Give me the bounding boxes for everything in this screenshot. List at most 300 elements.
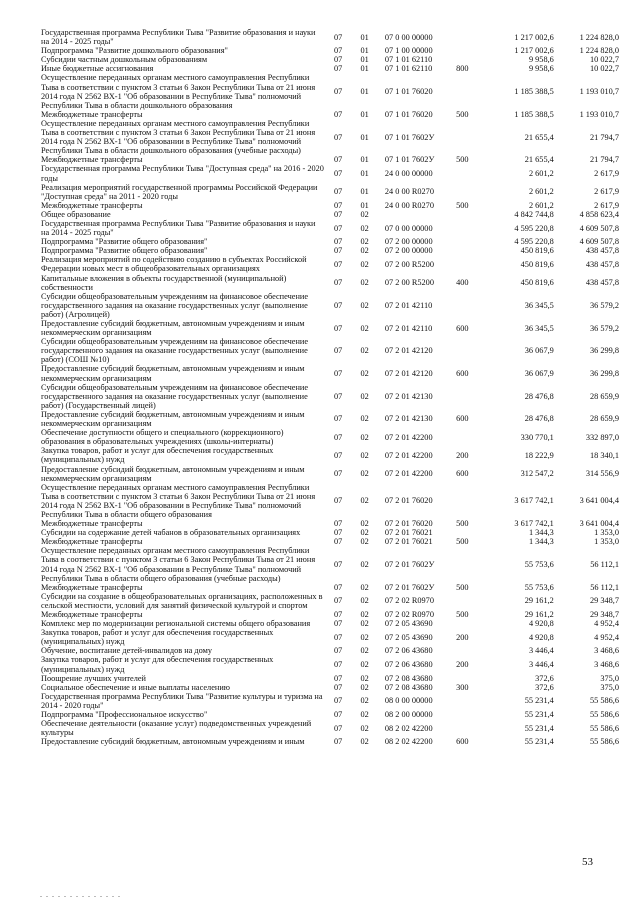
row-target-code: 07 2 01 76020 (384, 496, 433, 506)
row-subsection: 01 (360, 155, 369, 165)
row-subsection: 02 (360, 682, 369, 692)
row-amount-year1: 28 476,8 (524, 391, 554, 401)
row-name: Межбюджетные трансферты (41, 519, 143, 529)
row-section: 07 (333, 155, 343, 165)
row-target-code: 07 2 05 43690 (384, 632, 433, 642)
row-target-code: 07 1 01 76020 (384, 87, 433, 97)
row-amount-year2: 28 659,9 (589, 391, 619, 401)
row-amount-year2: 2 617,9 (594, 187, 619, 197)
row-amount-year1: 55 231,4 (524, 710, 554, 720)
row-section: 07 (333, 528, 343, 538)
budget-row (41, 628, 619, 646)
row-target-code: 07 2 01 76021 (384, 528, 433, 538)
row-name: Субсидии общеобразовательным учреждениям на финансовое обеспечение государственного задания на оказание государственных услуг (выполнение работ) (СОШ №10) (41, 337, 309, 365)
row-name: Межбюджетные трансферты (41, 610, 143, 619)
budget-row (41, 528, 619, 537)
row-name: Межбюджетные трансферты (41, 155, 143, 165)
row-expense-type (452, 674, 487, 683)
row-subsection: 02 (360, 450, 369, 460)
row-section: 07 (333, 369, 343, 379)
row-section: 07 (333, 537, 343, 547)
row-section: 07 (333, 64, 343, 74)
row-expense-type: 600 (456, 369, 469, 379)
row-target-code: 24 0 00 00000 (384, 168, 433, 178)
row-target-code: 07 2 01 42200 (384, 469, 433, 479)
row-expense-type: 500 (456, 155, 469, 165)
budget-row (41, 46, 619, 55)
row-amount-year1: 29 161,2 (524, 610, 554, 619)
row-target-code: 07 2 00 00000 (384, 246, 433, 256)
row-amount-year1: 29 161,2 (524, 596, 554, 606)
row-amount-year1: 4 595 220,8 (514, 237, 554, 247)
row-amount-year1: 55 231,4 (524, 737, 554, 747)
budget-row (41, 210, 619, 219)
budget-row (41, 619, 619, 628)
budget-row (41, 119, 619, 155)
row-section: 07 (333, 646, 343, 656)
row-section: 07 (333, 596, 343, 606)
row-section: 07 (333, 673, 343, 683)
budget-table-body (41, 28, 619, 746)
row-name: Осуществление переданных органам местного самоуправления Республики Тыва в соответствии с пунктом 3 статьи 6 Закон Республики Тыва от 21 июня 2014 года N 2562 ВХ-1 "Об образовании в Республике Тыва" полномочий Республики Тыва в области дошкольного образования (41, 73, 316, 110)
row-target-code (383, 210, 452, 219)
row-name: Подпрограмма "Профессиональное искусство" (41, 710, 208, 720)
row-target-code: 07 2 00 R5200 (384, 278, 434, 288)
row-target-code: 07 0 00 00000 (384, 32, 433, 42)
row-subsection: 01 (360, 46, 369, 56)
row-target-code: 07 2 01 7602У (384, 582, 435, 592)
budget-row (41, 719, 619, 737)
row-target-code: 07 1 00 00000 (384, 46, 433, 56)
scan-artifact (40, 896, 120, 897)
row-subsection: 01 (360, 109, 369, 119)
row-amount-year2: 3 468,6 (594, 646, 619, 656)
row-section: 07 (333, 610, 343, 619)
row-amount-year1: 4 595 220,8 (514, 223, 554, 233)
row-amount-year1: 9 958,6 (528, 55, 554, 65)
row-name: Межбюджетные трансферты (41, 109, 143, 119)
row-expense-type: 500 (456, 610, 469, 619)
row-subsection: 02 (360, 391, 369, 401)
row-section: 07 (333, 223, 343, 233)
row-expense-type (452, 246, 487, 255)
row-amount-year1: 9 958,6 (528, 64, 554, 74)
budget-row (41, 410, 619, 428)
row-name: Обучение, воспитание детей-инвалидов на дому (41, 646, 213, 656)
row-section: 07 (333, 723, 343, 733)
budget-row (41, 428, 619, 446)
row-section: 07 (333, 559, 343, 569)
budget-row (41, 465, 619, 483)
row-expense-type: 200 (456, 450, 469, 460)
row-section: 07 (333, 87, 343, 97)
row-name: Закупка товаров, работ и услуг для обеспечения государственных (муниципальных) нужд (41, 655, 274, 674)
row-target-code: 24 0 00 R0270 (384, 200, 434, 210)
budget-row (41, 164, 619, 182)
budget-row (41, 610, 619, 619)
budget-row (41, 73, 619, 109)
row-name: Государственная программа Республики Тыва "Развитие образования и науки на 2014 - 2025 годы" (41, 28, 316, 47)
budget-row (41, 692, 619, 710)
row-amount-year2: 4 952,4 (594, 619, 619, 629)
row-expense-type: 500 (456, 200, 469, 210)
row-amount-year1: 330 770,1 (520, 432, 554, 442)
row-subsection: 02 (360, 323, 369, 333)
row-subsection: 02 (360, 414, 369, 424)
row-amount-year2: 36 299,8 (589, 346, 619, 356)
row-subsection: 02 (360, 710, 369, 720)
row-subsection: 02 (360, 559, 369, 569)
row-expense-type: 800 (456, 64, 469, 74)
row-name: Реализация мероприятий государственной программы Российской Федерации "Доступная среда" на 2011 - 2020 годы (41, 182, 318, 201)
row-subsection: 02 (360, 369, 369, 379)
row-target-code: 07 2 08 43680 (384, 682, 433, 692)
row-amount-year2: 28 659,9 (589, 414, 619, 424)
row-section: 07 (333, 209, 343, 219)
row-expense-type: 300 (456, 682, 469, 692)
row-expense-type (452, 164, 487, 182)
row-amount-year1: 312 547,2 (520, 469, 554, 479)
row-amount-year2: 18 340,1 (589, 450, 619, 460)
row-amount-year1: 3 617 742,1 (514, 519, 554, 529)
row-subsection: 02 (360, 696, 369, 706)
budget-row (41, 583, 619, 592)
row-subsection: 02 (360, 737, 369, 747)
row-expense-type (452, 646, 487, 655)
budget-table (41, 28, 619, 746)
budget-row (41, 592, 619, 610)
row-section: 07 (333, 168, 343, 178)
row-target-code: 07 1 01 76020 (384, 109, 433, 119)
row-section: 07 (333, 432, 343, 442)
row-expense-type (452, 55, 487, 64)
row-name: Субсидии на создание в общеобразовательных организациях, расположенных в сельской местности, условий для занятий физической культурой и спортом (41, 591, 323, 610)
row-section: 07 (333, 660, 343, 670)
row-name: Субсидии общеобразовательным учреждениям на финансовое обеспечение государственного задания на оказание государственных услуг (выполнение работ) (Агролицей) (41, 291, 309, 319)
row-subsection: 02 (360, 469, 369, 479)
row-target-code: 07 2 01 42110 (384, 300, 433, 310)
row-expense-type (452, 383, 487, 410)
row-target-code: 07 2 01 76020 (384, 519, 433, 529)
row-amount-year2: 375,0 (600, 682, 619, 692)
row-target-code: 07 2 08 43680 (384, 673, 433, 683)
row-section: 07 (333, 323, 343, 333)
row-section: 07 (333, 200, 343, 210)
page-number: 53 (582, 856, 593, 868)
row-amount-year2: 21 794,7 (589, 132, 619, 142)
row-expense-type: 500 (456, 582, 469, 592)
row-section: 07 (333, 55, 343, 65)
budget-row (41, 28, 619, 46)
row-section: 07 (333, 496, 343, 506)
row-section: 07 (333, 469, 343, 479)
row-expense-type (452, 719, 487, 737)
row-amount-year1: 28 476,8 (524, 414, 554, 424)
row-name: Закупка товаров, работ и услуг для обеспечения государственных (муниципальных) нужд (41, 628, 274, 647)
row-target-code: 07 2 06 43680 (384, 646, 433, 656)
row-section: 07 (333, 450, 343, 460)
budget-row (41, 364, 619, 382)
row-amount-year1: 36 345,5 (524, 323, 554, 333)
budget-row (41, 292, 619, 319)
budget-row (41, 383, 619, 410)
row-target-code: 07 2 01 42110 (384, 323, 433, 333)
row-target-code: 07 1 01 7602У (384, 155, 435, 165)
budget-row (41, 319, 619, 337)
budget-row (41, 110, 619, 119)
row-expense-type: 500 (456, 109, 469, 119)
row-name: Поощрение лучших учителей (41, 673, 146, 683)
row-amount-year1: 3 446,4 (528, 660, 554, 670)
row-subsection: 01 (360, 64, 369, 74)
row-name: Межбюджетные трансферты (41, 582, 143, 592)
row-name: Подпрограмма "Развитие общего образования" (41, 246, 208, 256)
budget-row (41, 155, 619, 164)
row-amount-year2: 3 641 004,4 (579, 496, 619, 506)
row-amount-year2: 10 022,7 (589, 55, 619, 65)
budget-row (41, 737, 619, 746)
row-amount-year1: 2 601,2 (528, 200, 554, 210)
budget-row (41, 537, 619, 546)
row-section: 07 (333, 259, 343, 269)
row-amount-year2: 3 641 004,4 (579, 519, 619, 529)
row-expense-type: 400 (456, 278, 469, 288)
row-section: 07 (333, 187, 343, 197)
row-subsection: 02 (360, 237, 369, 247)
row-amount-year2: 438 457,8 (585, 278, 619, 288)
row-target-code: 07 2 01 42120 (384, 369, 433, 379)
row-section: 07 (333, 632, 343, 642)
row-subsection: 02 (360, 582, 369, 592)
row-amount-year1: 55 231,4 (524, 723, 554, 733)
row-expense-type: 600 (456, 737, 469, 747)
row-section: 07 (333, 414, 343, 424)
row-amount-year1: 55 753,6 (524, 582, 554, 592)
row-target-code: 07 1 01 62110 (384, 55, 433, 65)
row-subsection: 01 (360, 168, 369, 178)
row-amount-year2: 4 609 507,8 (579, 223, 619, 233)
row-amount-year1: 4 920,8 (528, 619, 554, 629)
row-subsection: 01 (360, 87, 369, 97)
row-amount-year2: 375,0 (600, 673, 619, 683)
row-expense-type (452, 692, 487, 710)
row-expense-type: 600 (456, 323, 469, 333)
row-target-code: 07 0 00 00000 (384, 223, 433, 233)
row-expense-type (452, 237, 487, 246)
row-name: Общее образование (41, 209, 111, 219)
budget-row (41, 337, 619, 364)
budget-row (41, 64, 619, 73)
row-amount-year1: 2 601,2 (528, 168, 554, 178)
row-amount-year1: 36 345,5 (524, 300, 554, 310)
row-amount-year1: 4 842 744,8 (514, 209, 554, 219)
row-expense-type: 200 (456, 660, 469, 670)
row-name: Субсидии на содержание детей чабанов в образовательных организациях (41, 528, 301, 538)
row-expense-type (452, 292, 487, 319)
budget-row (41, 219, 619, 237)
row-name: Государственная программа Республики Тыва "Развитие культуры и туризма на 2014 - 2020 годы" (41, 691, 323, 710)
row-amount-year1: 1 185 388,5 (514, 87, 554, 97)
row-subsection: 02 (360, 646, 369, 656)
row-amount-year1: 21 655,4 (524, 132, 554, 142)
row-amount-year2: 2 617,9 (594, 200, 619, 210)
row-subsection: 01 (360, 132, 369, 142)
row-target-code: 07 2 01 7602У (384, 559, 435, 569)
row-name: Подпрограмма "Развитие общего образования" (41, 237, 208, 247)
row-amount-year2: 56 112,1 (590, 582, 619, 592)
row-section: 07 (333, 109, 343, 119)
row-target-code: 07 2 05 43690 (384, 619, 433, 629)
row-expense-type (452, 710, 487, 719)
row-target-code: 07 2 01 42130 (384, 414, 433, 424)
row-name: Предоставление субсидий бюджетным, автономным учреждениям и иным некоммерческим организациям (41, 464, 305, 483)
row-expense-type (452, 592, 487, 610)
row-amount-year2: 10 022,7 (589, 64, 619, 74)
row-amount-year2: 1 224 828,0 (579, 46, 619, 56)
row-subsection: 02 (360, 537, 369, 547)
row-subsection: 02 (360, 246, 369, 256)
row-amount-year2: 3 468,6 (594, 660, 619, 670)
budget-row (41, 710, 619, 719)
row-amount-year2: 2 617,9 (594, 168, 619, 178)
row-expense-type (452, 528, 487, 537)
row-expense-type: 500 (456, 537, 469, 547)
row-name: Обеспечение доступности общего и специального (коррекционного) образования в образовательных учреждениях (школы-интернаты) (41, 428, 284, 447)
row-amount-year1: 36 067,9 (524, 346, 554, 356)
row-target-code: 07 2 01 42200 (384, 450, 433, 460)
row-amount-year2: 1 353,0 (594, 528, 619, 538)
row-section: 07 (333, 619, 343, 629)
row-subsection: 02 (360, 528, 369, 538)
row-amount-year2: 438 457,8 (585, 259, 619, 269)
row-expense-type (452, 428, 487, 446)
row-amount-year2: 1 193 010,7 (579, 87, 619, 97)
row-target-code: 07 1 01 7602У (384, 132, 435, 142)
row-section: 07 (333, 237, 343, 247)
budget-row (41, 674, 619, 683)
row-subsection: 02 (360, 300, 369, 310)
row-name: Межбюджетные трансферты (41, 537, 143, 547)
row-expense-type (452, 483, 487, 519)
row-target-code: 08 0 00 00000 (384, 696, 433, 706)
row-target-code: 08 2 02 42200 (384, 723, 433, 733)
row-subsection: 01 (360, 32, 369, 42)
row-target-code: 07 2 01 42130 (384, 391, 433, 401)
row-name: Подпрограмма "Развитие дошкольного образования" (41, 46, 228, 56)
row-amount-year1: 1 344,3 (528, 537, 554, 547)
row-amount-year2: 29 348,7 (589, 596, 619, 606)
row-expense-type (452, 210, 487, 219)
row-amount-year2: 55 586,6 (589, 737, 619, 747)
row-section: 07 (333, 682, 343, 692)
row-section: 07 (333, 391, 343, 401)
row-expense-type (452, 73, 487, 109)
row-target-code: 08 2 00 00000 (384, 710, 433, 720)
row-target-code: 24 0 00 R0270 (384, 187, 434, 197)
row-name: Государственная программа Республики Тыва "Развитие образования и науки на 2014 - 2025 годы" (41, 218, 316, 238)
row-amount-year2: 4 609 507,8 (579, 237, 619, 247)
row-amount-year1: 450 819,6 (520, 278, 554, 288)
budget-row (41, 483, 619, 519)
row-amount-year2: 4 858 623,4 (579, 209, 619, 219)
row-subsection: 01 (360, 187, 369, 197)
row-target-code: 07 2 02 R0970 (384, 610, 434, 619)
row-amount-year1: 36 067,9 (524, 369, 554, 379)
row-subsection: 01 (360, 200, 369, 210)
row-amount-year1: 21 655,4 (524, 155, 554, 165)
row-expense-type (452, 46, 487, 55)
row-target-code: 08 2 02 42200 (384, 737, 433, 747)
row-target-code: 07 2 00 R5200 (384, 259, 434, 269)
row-name: Субсидии общеобразовательным учреждениям на финансовое обеспечение государственного задания на оказание государственных услуг (выполнение работ) (Государственный лицей) (41, 382, 309, 410)
row-amount-year1: 372,6 (535, 673, 554, 683)
row-name: Осуществление переданных органам местного самоуправления Республики Тыва в соответствии с пунктом 3 статьи 6 Закон Республики Тыва от 21 июня 2014 года N 2562 ВХ-1 "Об образовании в Республике Тыва" полномочий Республики Тыва в области дошкольного образования (учебные расходы) (41, 118, 316, 156)
row-amount-year2: 1 193 010,7 (579, 109, 619, 119)
row-name: Социальное обеспечение и иные выплаты населению (41, 682, 230, 692)
budget-row (41, 201, 619, 210)
row-name: Предоставление субсидий бюджетным, автономным учреждениям и иным некоммерческим организациям (41, 319, 305, 338)
row-expense-type (452, 183, 487, 201)
row-subsection: 02 (360, 496, 369, 506)
budget-row (41, 274, 619, 292)
row-amount-year2: 314 556,9 (585, 469, 619, 479)
row-expense-type (452, 255, 487, 273)
row-expense-type (452, 119, 487, 155)
row-amount-year1: 3 617 742,1 (514, 496, 554, 506)
budget-row (41, 655, 619, 673)
row-name: Предоставление субсидий бюджетным, автономным учреждениям и иным некоммерческим организациям (41, 409, 305, 429)
row-name: Субсидии частным дошкольным образованиям (41, 55, 208, 65)
budget-row (41, 55, 619, 64)
budget-row (41, 255, 619, 273)
row-target-code: 07 2 01 76021 (384, 537, 433, 547)
row-subsection: 02 (360, 519, 369, 529)
row-expense-type (452, 337, 487, 364)
row-amount-year2: 36 579,2 (589, 300, 619, 310)
row-subsection: 02 (360, 432, 369, 442)
row-name: Капитальные вложения в объекты государственной (муниципальной) собственности (41, 273, 287, 292)
row-name: Реализация мероприятий по содействию созданию в субъектах Российской Федерации новых мест в общеобразовательных организациях (41, 255, 307, 274)
row-name: Осуществление переданных органам местного самоуправления Республики Тыва в соответствии с пунктом 3 статьи 6 Закон Республики Тыва от 21 июня 2014 года N 2562 ВХ-1 "Об образовании в Республике Тыва" полномочий Республики Тыва в области общего образования (учебные расходы) (41, 546, 316, 583)
row-target-code: 07 1 01 62110 (384, 64, 433, 74)
row-expense-type: 600 (456, 469, 469, 479)
row-subsection: 01 (360, 55, 369, 65)
row-section: 07 (333, 132, 343, 142)
row-amount-year1: 18 222,9 (524, 450, 554, 460)
row-target-code: 07 2 01 42120 (384, 346, 433, 356)
row-subsection: 02 (360, 346, 369, 356)
row-expense-type (452, 619, 487, 628)
row-amount-year1: 4 920,8 (528, 632, 554, 642)
row-amount-year2: 55 586,6 (589, 723, 619, 733)
row-name: Комплекс мер по модернизации региональной системы общего образования (41, 619, 311, 629)
row-amount-year2: 4 952,4 (594, 632, 619, 642)
budget-row (41, 237, 619, 246)
row-expense-type: 200 (456, 632, 469, 642)
row-expense-type: 600 (456, 414, 469, 424)
budget-row (41, 246, 619, 255)
row-amount-year1: 1 344,3 (528, 528, 554, 538)
row-subsection: 02 (360, 632, 369, 642)
row-section: 07 (333, 696, 343, 706)
row-expense-type (452, 546, 487, 582)
row-name: Осуществление переданных органам местного самоуправления Республики Тыва в соответствии с пунктом 3 статьи 6 Закон Республики Тыва от 21 июня 2014 года N 2562 ВХ-1 "Об образовании в Республике Тыва" полномочий Республики Тыва в области общего образования (41, 482, 316, 519)
row-target-code: 07 2 06 43680 (384, 660, 433, 670)
row-expense-type (452, 219, 487, 237)
row-amount-year2: 332 897,0 (585, 432, 619, 442)
budget-row (41, 646, 619, 655)
row-amount-year1: 2 601,2 (528, 187, 554, 197)
